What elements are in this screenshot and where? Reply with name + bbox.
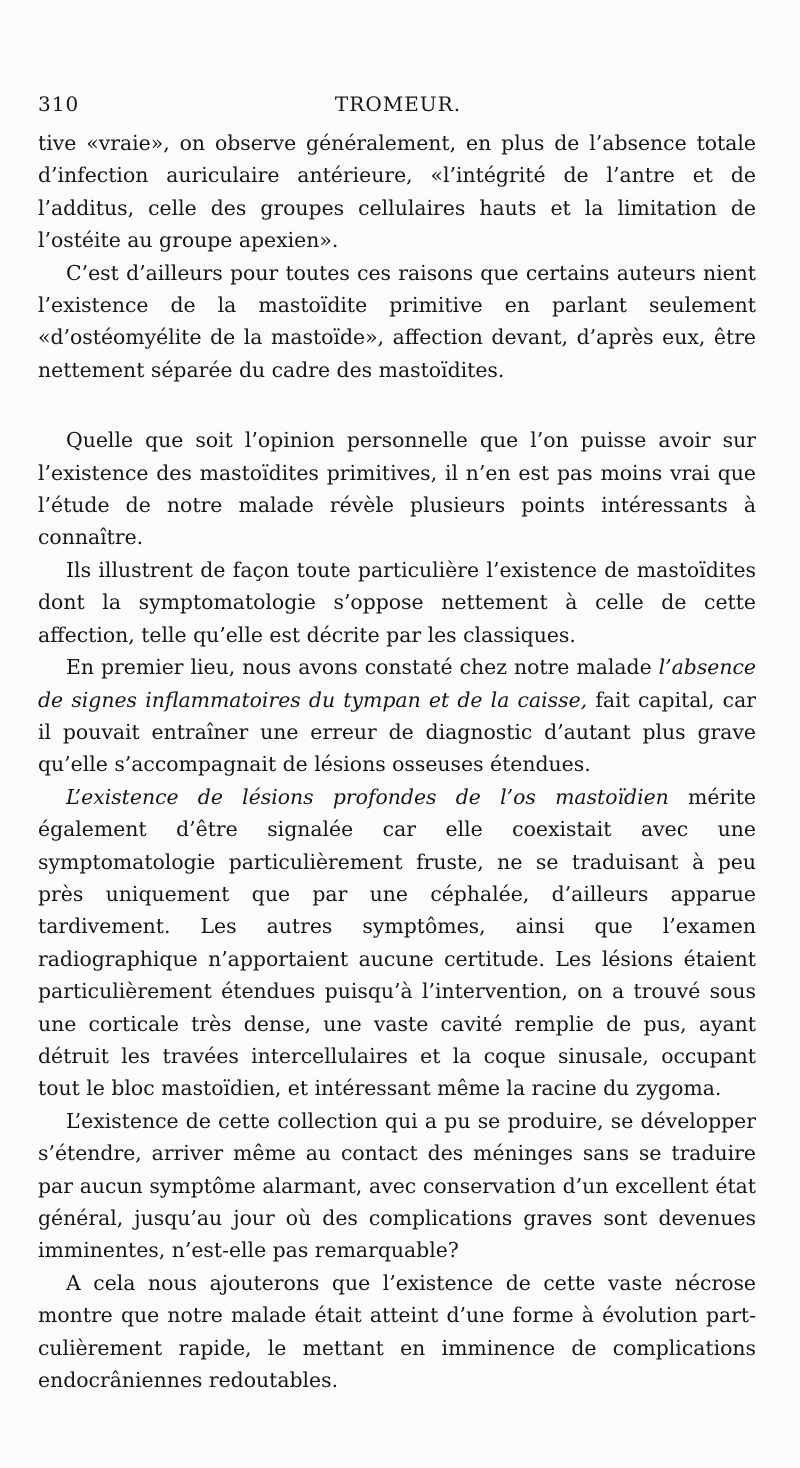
section-gap: [38, 386, 756, 424]
running-title: TROMEUR.: [334, 92, 462, 116]
paragraph-4: Ils illustrent de façon toute particulière l’existence de mastoïdites dont la symptomatologie s’oppose nettement à celle de cette affection, telle qu’elle est décrite par les classiques.: [38, 557, 756, 647]
page-header: [38, 92, 758, 122]
paragraph-7: L’existence de cette collection qui a pu se produire, se développer s’étendre, arriver même au contact des méninges sans se traduire par aucun symptôme alarmant, avec conservation d’un excellent état général, jusqu’au jour où des complications graves sont devenues imminentes, n’est-elle pas remarquable?: [38, 1108, 756, 1263]
paragraph-6: [38, 781, 756, 1105]
paragraph-6-italic: L’existence de lésions profondes de l’os mastoïdien: [66, 784, 669, 809]
paragraph-2: C’est d’ailleurs pour toutes ces raisons que certains auteurs nient l’existence de la mastoïdite primitive en parlant seulement «d’ostéomyélite de la mastoïde», affection devant, d’après eux, être nettement séparée du cadre des mastoïdites.: [38, 260, 756, 382]
paragraph-8: A cela nous ajouterons que l’existence de cette vaste nécrose montre que notre malade était atteint d’une forme à évolution partculièrement rapide, le mettant en imminence de complications endocrâniennes redoutables.: [38, 1270, 756, 1393]
paragraph-5: [38, 651, 756, 781]
page-number: 310: [38, 92, 80, 116]
paragraph-5-start: En premier lieu, nous avons constaté chez notre malade: [66, 655, 659, 680]
paragraph-1: tive «vraie», on observe généralement, en plus de l’absence totale d’infection auriculaire antérieure, «l’intégrité de l’antre et de l’additus, celle des groupes cellulaires hauts et la limitation de l’ostéite au groupe apexien».: [38, 131, 756, 253]
paragraph-5-end: fait capital, car il pouvait entraîner une erreur de diagnostic d’autant plus grave qu’elle s’accompagnait de lésions osseuses étendues.: [38, 687, 756, 777]
paragraph-5-italic: l’absence de signes inflammatoires du tympan et de la caisse,: [38, 655, 756, 712]
body-text: [38, 127, 756, 1396]
paragraph-6-end: mérite également d’être signalée car elle coexistait avec une symptomatologie particulièrement fruste, ne se traduisant à peu près uniquement que par une céphalée, d’ailleurs apparue tardivement. Les autres symptômes, ainsi que l’examen radiographique n’apportaient aucune certitude. Les lésions étaient particulièrement étendues puisqu’à l’intervention, on a trouvé sous une corticale très dense, une vaste cavité remplie de pus, ayant détruit les travées intercellulaires et la coque sinusale, occupant tout le bloc mastoïdien, et intéressant même la racine du zygoma.: [38, 784, 756, 1101]
paragraph-3: Quelle que soit l’opinion personnelle que l’on puisse avoir sur l’existence des mastoïdites primitives, il n’en est pas moins vrai que l’étude de notre malade révèle plusieurs points intéressants à connaître.: [38, 428, 756, 550]
